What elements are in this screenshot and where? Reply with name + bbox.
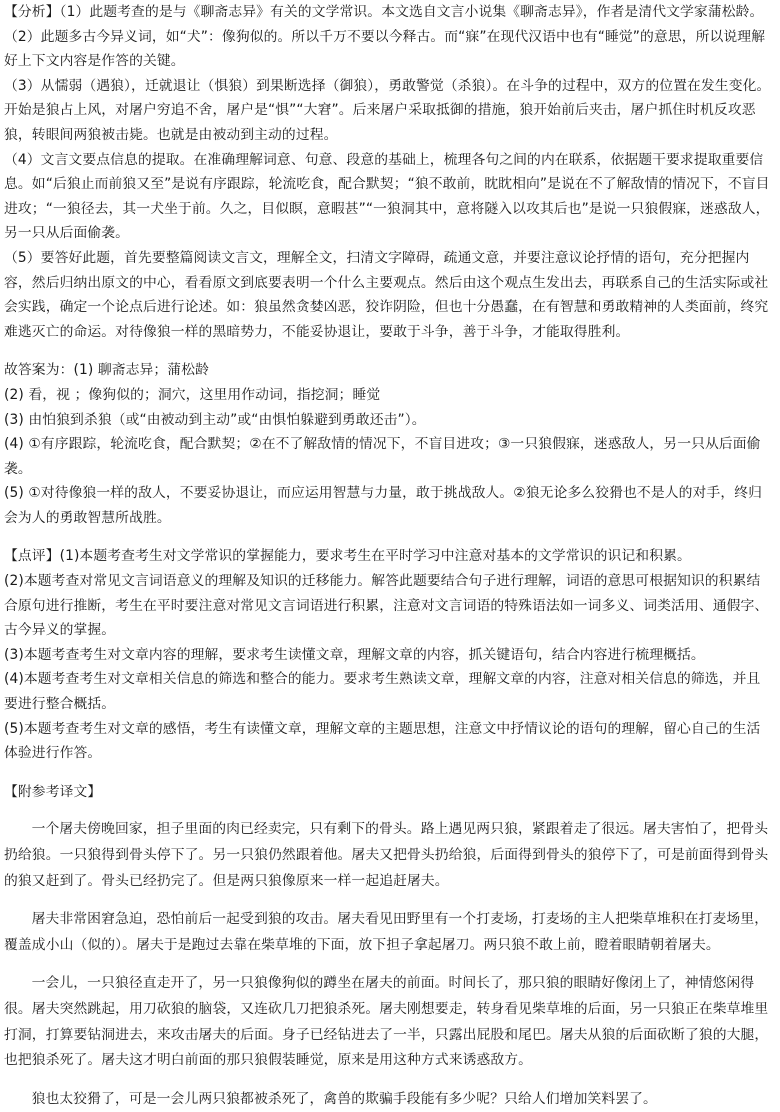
analysis-paragraph-2: （2）此题多古今异义词，如“犬”：像狗似的。所以千万不要以今释古。而“寐”在现代汉语中也有“睡觉”的意思，所以说理解好上下文内容是作答的关键。 bbox=[4, 28, 766, 70]
spacer bbox=[4, 766, 774, 780]
analysis-paragraph-5: （5）要答好此题，首先要整篇阅读文言文，理解全文，扫清文字障碍，疏通文意，并要注意议论抒情的语句，充分把握内容，然后归纳出原文的中心，看看原文到底要表明一个什么主要观点。然后由这个观点生发出去，再联系自己的生活实际或社会实践，确定一个论点后进行论述。如：狼虽然贪婪凶恶，狡诈阴险，但也十分愚蠢，在有智慧和勇敢精神的人类面前，终究难逃灭亡的命运。对待像狼一样的黑暗势力，不能妥协退让，要敢于斗争，善于斗争，才能取得胜利。 bbox=[4, 249, 769, 340]
comment-paragraph-4: (4)本题考查考生对文章相关信息的筛选和整合的能力。要求考生熟读文章，理解文章的内容，注意对相关信息的筛选，并且要进行整合概括。 bbox=[4, 671, 761, 713]
answer-section bbox=[4, 358, 774, 530]
translation-heading: 【附参考译文】 bbox=[4, 783, 102, 800]
spacer bbox=[4, 530, 774, 544]
spacer bbox=[4, 804, 774, 817]
translation-paragraph-4: 狼也太狡猾了，可是一会儿两只狼都被杀死了，禽兽的欺骗手段能有多少呢？只给人们增加笑料罢了。 bbox=[31, 1090, 657, 1107]
comment-paragraph-5: (5)本题考查考生对文章的感悟，考生有读懂文章，理解文章的主题思想，注意文中抒情议论的语句的理解，留心自己的生活体验进行作答。 bbox=[4, 720, 761, 762]
spacer bbox=[4, 1074, 774, 1087]
translation-paragraph-3: 一会儿，一只狼径直走开了，另一只狼像狗似的蹲坐在屠夫的前面。时间长了，那只狼的眼睛好像闭上了，神情悠闲得很。屠夫突然跳起，用刀砍狼的脑袋，又连砍几刀把狼杀死。屠夫刚想要走，转身看见柴草堆的后面，另一只狼正在柴草堆里打洞，打算要钻洞进去，来攻击屠夫的后面。身子已经钻进去了一半，只露出屁股和尾巴。屠夫从狼的后面砍断了狼的大腿，也把狼杀死了。屠夫这才明白前面的那只狼假装睡觉，原来是用这种方式来诱惑敌方。 bbox=[4, 975, 769, 1069]
translation-paragraph-2: 屠夫非常困窘急迫，恐怕前后一起受到狼的攻击。屠夫看见田野里有一个打麦场，打麦场的主人把柴草堆积在打麦场里，覆盖成小山（似的）。屠夫于是跑过去靠在柴草堆的下面，放下担子拿起屠刀。两只狼不敢上前，瞪着眼睛朝着屠夫。 bbox=[4, 911, 769, 953]
translation-paragraph-1: 一个屠夫傍晚回家，担子里面的肉已经卖完，只有剩下的骨头。路上遇见两只狼，紧跟着走了很远。屠夫害怕了，把骨头扔给狼。一只狼得到骨头停下了。另一只狼仍然跟着他。屠夫又把骨头扔给狼，后面得到骨头的狼停下了，可是前面得到骨头的狼又赶到了。骨头已经扔完了。但是两只狼像原来一样一起追赶屠夫。 bbox=[4, 821, 769, 889]
answer-line-3: (3) 由怕狼到杀狼（或“由被动到主动”或“由惧怕躲避到勇敢还击”）。 bbox=[4, 411, 426, 428]
analysis-paragraph-1: 【分析】（1）此题考查的是与《聊斋志异》有关的文学常识。本文选自文言小说集《聊斋志异》，作者是清代文学家蒲松龄。 bbox=[4, 4, 764, 20]
comment-paragraph-2: (2)本题考查对常见文言词语意义的理解及知识的迁移能力。解答此题要结合句子进行理解，词语的意思可根据知识的积累结合原句进行推断，考生在平时要注意对常见文言词语进行积累，注意对文言词语的特殊语法如一词多义、词类活用、通假字、古今异义的掌握。 bbox=[4, 573, 769, 639]
spacer bbox=[4, 894, 774, 907]
spacer bbox=[4, 344, 774, 358]
comment-paragraph-1: 【点评】(1)本题考查考生对文学常识的掌握能力，要求考生在平时学习中注意对基本的文学常识的识记和积累。 bbox=[4, 548, 691, 565]
answer-line-5: (5) ①对待像狼一样的敌人，不要妥协退让，而应运用智慧与力量，敢于挑战敌人。②狼无论多么狡猾也不是人的对手，终归会为人的勇敢智慧所战胜。 bbox=[4, 485, 763, 526]
spacer bbox=[4, 958, 774, 971]
comment-section bbox=[4, 544, 774, 765]
analysis-paragraph-4: （4）文言文要点信息的提取。在准确理解词意、句意、段意的基础上，梳理各句之间的内在联系，依据题干要求提取重要信息。如“后狼止而前狼又至”是说有序跟踪，轮流吃食，配合默契；“狼不敢前，眈眈相向”是说在不了解敌情的情况下，不盲目进攻；“一狼径去，其一犬坐于前。久之，目似瞑，意暇甚”“一狼洞其中，意将隧入以攻其后也”是说一只狼假寐，迷惑敌人，另一只从后面偷袭。 bbox=[4, 151, 770, 242]
answer-line-4: (4) ①有序跟踪，轮流吃食，配合默契；②在不了解敌情的情况下，不盲目进攻；③一只狼假寐，迷惑敌人，另一只从后面偷袭。 bbox=[4, 436, 761, 477]
analysis-section bbox=[4, 0, 774, 344]
translation-section bbox=[4, 780, 774, 1112]
comment-paragraph-3: (3)本题考查考生对文章内容的理解，要求考生读懂文章，理解文章的内容，抓关键语句，结合内容进行梳理概括。 bbox=[4, 646, 705, 663]
answer-line-2: (2) 看，视 ；像狗似的；洞穴，这里用作动词，指挖洞；睡觉 bbox=[4, 386, 381, 403]
answer-line-1: 故答案为：(1) 聊斋志异；蒲松龄 bbox=[4, 362, 209, 379]
analysis-paragraph-3: （3）从懦弱（遇狼），迁就退让（惧狼）到果断选择（御狼），勇敢警觉（杀狼）。在斗争的过程中，双方的位置在发生变化。开始是狼占上风，对屠户穷追不舍，屠户是“惧”“大窘”。后来屠户采取抵御的措施，狼开始前后夹击，屠户抓住时机反攻恶狼，转眼间两狼被击毙。也就是由被动到主动的过程。 bbox=[4, 77, 771, 143]
